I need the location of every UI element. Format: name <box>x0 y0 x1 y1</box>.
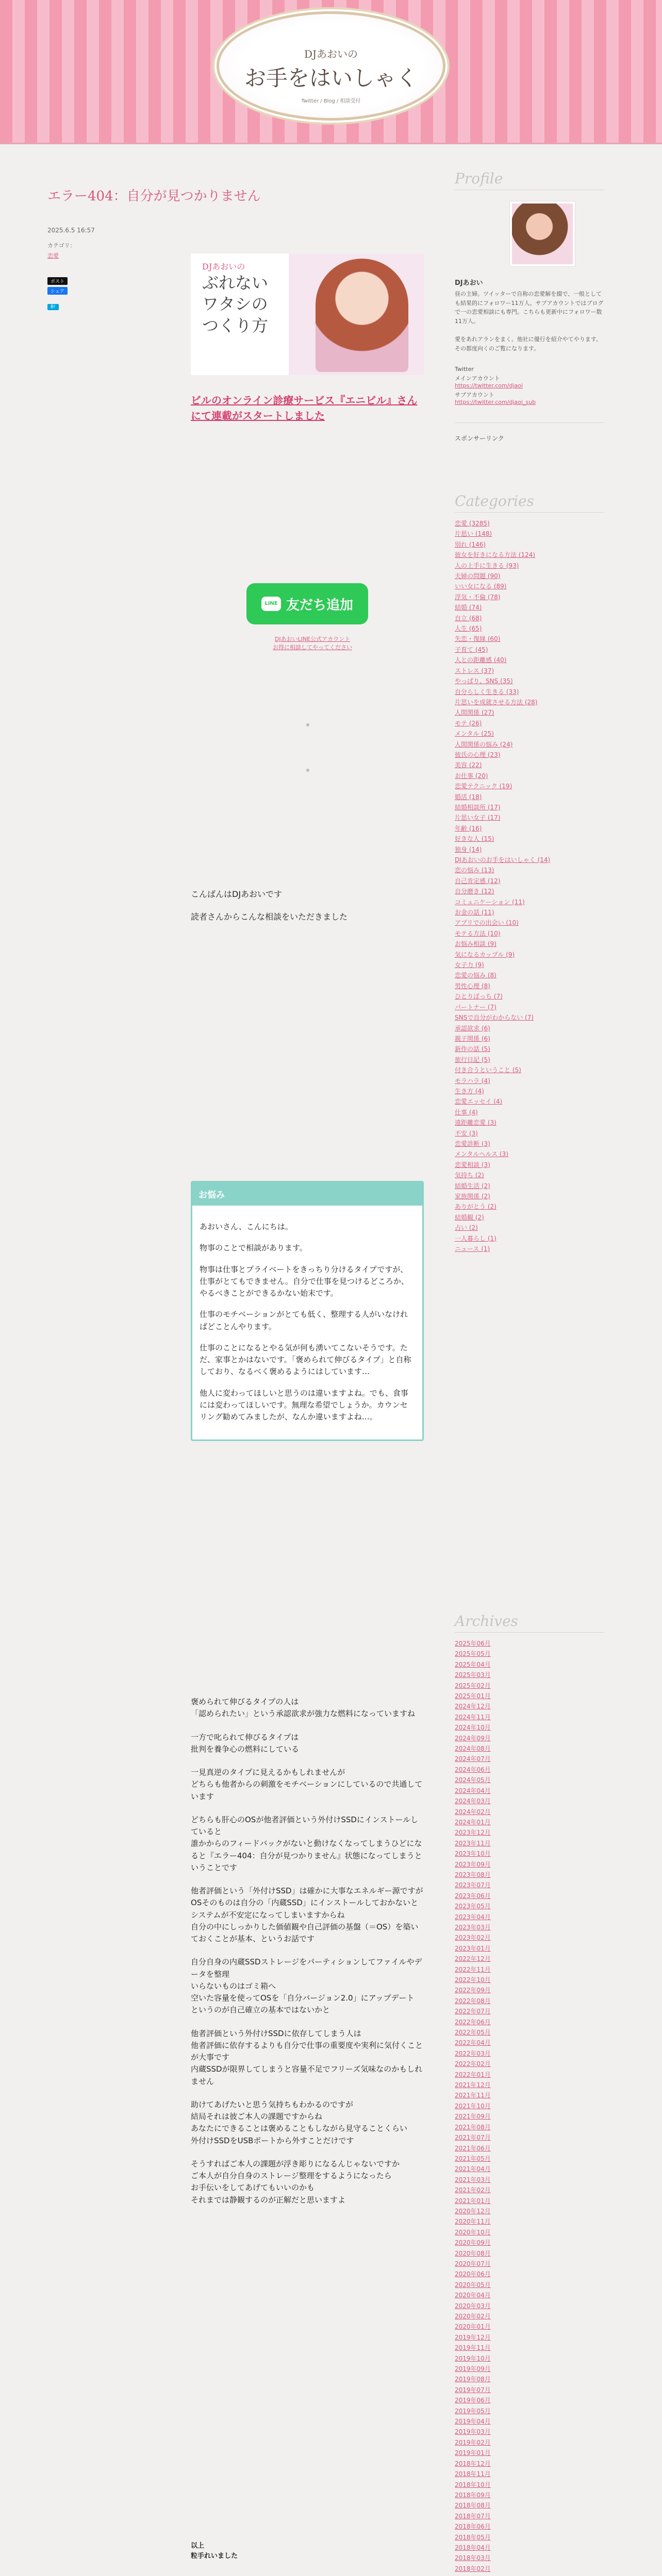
separator-dot <box>306 723 309 726</box>
sidebar-archive-link[interactable]: 2018年08月 <box>455 2502 491 2510</box>
sidebar-category-link[interactable]: 恋愛の悩み (8) <box>455 972 496 979</box>
article-paragraph <box>191 1755 424 1767</box>
sidebar-archive-link[interactable]: 2018年07月 <box>455 2512 491 2520</box>
x-share-button[interactable]: ポスト <box>47 277 68 285</box>
article-paragraph: いらないものはゴミ箱へ <box>191 1981 276 1991</box>
consultation-paragraph: 物事は仕事とプライベートをきっちり分けるタイプですが、仕事がとてもできません。自分で仕事を見つけるどころか、やるべきことができるかない始末です。 <box>200 1264 409 1298</box>
sidebar-category-link[interactable]: ニュース (1) <box>455 1245 490 1253</box>
sidebar-archive-link[interactable]: 2019年12月 <box>455 2333 491 2341</box>
line-note-2[interactable]: お得に相談してやってください <box>273 644 352 651</box>
sidebar-category-link[interactable]: 美容 (22) <box>455 761 482 769</box>
sidebar-category-link[interactable]: 別れ (146) <box>455 540 486 548</box>
article-body <box>191 1696 424 2206</box>
article-paragraph <box>191 1945 424 1956</box>
article-paragraph: どちらも肝心のOSが他者評価という外付けSSDにインストールしていると <box>191 1815 419 1836</box>
book-banner-image[interactable] <box>191 253 424 375</box>
sidebar-archive-link[interactable]: 2021年12月 <box>455 2081 491 2089</box>
sidebar-archive-link[interactable]: 2021年11月 <box>455 2092 491 2099</box>
sidebar-archive-link[interactable]: 2020年10月 <box>455 2228 491 2236</box>
article-paragraph: お手伝いをしてあげてもいいのかも <box>191 2183 315 2193</box>
article-paragraph: 内蔵SSDが限界してしまうと容量不足でフリーズ気味なのかもしれません <box>191 2064 423 2086</box>
sidebar-archive-link[interactable]: 2023年05月 <box>455 1903 491 1910</box>
closing-line: 以上 <box>191 2542 205 2550</box>
sidebar-archive-link[interactable]: 2019年04月 <box>455 2418 491 2426</box>
sidebar-archive-link[interactable]: 2020年04月 <box>455 2292 491 2299</box>
sidebar-category-link[interactable]: 家族関係 (2) <box>455 1193 490 1200</box>
sidebar-category-link[interactable]: 結婚 (74) <box>455 604 482 612</box>
sidebar-archive-link[interactable]: 2020年03月 <box>455 2302 491 2310</box>
article-paragraph: 他者評価に依存するよりも自分で仕事の重要度や実利に気付くことが大事です <box>191 2040 423 2062</box>
sidebar-archive-link[interactable]: 2023年07月 <box>455 1882 491 1889</box>
sidebar-category-link[interactable]: 片思い (148) <box>455 530 492 538</box>
article-paragraph <box>191 2088 424 2099</box>
sidebar-archive-link[interactable]: 2019年11月 <box>455 2344 491 2352</box>
sidebar-archive-link[interactable]: 2020年11月 <box>455 2218 491 2226</box>
sidebar-category-link[interactable]: 人生 (65) <box>455 625 482 633</box>
article-paragraph: 助けてあげたいと思う気持ちもわかるのですが <box>191 2099 354 2109</box>
sidebar-archive-link[interactable]: 2020年02月 <box>455 2313 491 2320</box>
sidebar-category-link[interactable]: モラハラ (4) <box>455 1077 490 1084</box>
banner-line-3: ワタシの <box>202 294 268 314</box>
sidebar-archive-link[interactable] <box>455 2574 604 2576</box>
closing-line <box>191 2562 424 2576</box>
service-link[interactable]: ビルのオンライン診療サービス『エニビル』さんにて連載がスタートしました <box>191 394 418 422</box>
sidebar-archive-link[interactable]: 2024年12月 <box>455 1703 491 1710</box>
sidebar-archive-link[interactable]: 2021年01月 <box>455 2197 491 2205</box>
sidebar-archive-link[interactable]: 2021年06月 <box>455 2144 491 2152</box>
sidebar-category-link[interactable]: 結婚観 (2) <box>455 1213 484 1221</box>
sidebar-category-link[interactable]: 結婚相談所 (17) <box>455 803 501 811</box>
sidebar-category-link[interactable]: メンタル (25) <box>455 730 494 738</box>
category-label: カテゴリ： <box>47 242 76 249</box>
sidebar-archive-link[interactable]: 2022年06月 <box>455 2018 491 2026</box>
sidebar-archive-link[interactable]: 2023年06月 <box>455 1892 491 1900</box>
sidebar-archive-link[interactable]: 2019年02月 <box>455 2438 491 2446</box>
sidebar-category-link[interactable]: 生き方 (4) <box>455 1087 484 1095</box>
line-note-1[interactable]: DJあおいLINE公式アカウント <box>274 636 351 642</box>
category-list <box>455 518 604 1254</box>
sidebar-archive-link[interactable]: 2018年05月 <box>455 2533 491 2541</box>
sidebar-category-link[interactable]: 恋愛相談 (3) <box>455 1161 490 1168</box>
sidebar-archive-link[interactable]: 2024年04月 <box>455 1787 491 1794</box>
profile-text: 昼の主婦。ツイッターで自称の恋愛解を綴で、一般としても結果的にフォロワー11万人。サブアカウントではブログで一の恋愛相談にも専門。こちらも更新中にフォロワー数11万人。 <box>455 291 604 325</box>
sidebar-archive-link[interactable]: 2019年10月 <box>455 2354 491 2362</box>
sidebar-archive-link[interactable]: 2023年12月 <box>455 1829 491 1837</box>
consultation-heading: お悩み <box>192 1182 422 1206</box>
sidebar-archive-link[interactable]: 2022年09月 <box>455 1987 491 1994</box>
sidebar-category-link[interactable]: SNSで自分がわからない (7) <box>455 1014 534 1022</box>
sidebar-archive-link[interactable]: 2022年04月 <box>455 2039 491 2047</box>
sidebar-archive-link[interactable]: 2023年03月 <box>455 1923 491 1931</box>
sidebar-archive-link[interactable]: 2022年01月 <box>455 2071 491 2078</box>
sidebar-archive-link[interactable]: 2023年09月 <box>455 1860 491 1868</box>
sidebar-category-link[interactable]: 承認欲求 (6) <box>455 1024 490 1032</box>
profile-heading: Profile <box>455 170 503 187</box>
article-paragraph: 褒められて伸びるタイプの人は <box>191 1697 299 1706</box>
article-paragraph <box>191 2016 424 2028</box>
archive-list <box>455 1638 604 2576</box>
line-icon: LINE <box>261 597 281 611</box>
article-paragraph: 他者評価という「外付けSSD」は確かに大事なエネルギー源ですが <box>191 1886 423 1895</box>
divider <box>455 512 604 513</box>
banner-line-2: ぶれない <box>202 273 269 293</box>
sidebar-category-link[interactable]: 人の上手に生きる (93) <box>455 562 519 569</box>
banner-line-1: DJあおいの <box>202 262 245 272</box>
sidebar-archive-link[interactable]: 2019年08月 <box>455 2376 491 2383</box>
article-paragraph: 誰かからのフィードバックがないと動けなくなってしまうひどになると『エラー404：自分が見つかりません』状態になってしまうということです <box>191 1839 422 1872</box>
sidebar-category-link[interactable]: コミュニケーション (11) <box>455 898 525 906</box>
sidebar-category-link[interactable]: いい女になる (89) <box>455 583 507 590</box>
sidebar-category-link[interactable]: 結婚生活 (2) <box>455 1182 490 1190</box>
article-paragraph: ご本人が自分自身のストレージ整理をするようになったら <box>191 2171 392 2180</box>
sidebar-category-link[interactable]: 恋愛エッセイ (4) <box>455 1098 503 1106</box>
sidebar-category-link[interactable]: モテ (26) <box>455 719 482 727</box>
share-buttons <box>47 275 68 310</box>
sidebar-category-link[interactable]: 恋愛診断 (3) <box>455 1140 490 1147</box>
sidebar-archive-link[interactable]: 2018年03月 <box>455 2554 491 2562</box>
sidebar-archive-link[interactable]: 2019年07月 <box>455 2386 491 2394</box>
greeting-line-1: こんばんはDJあおいです <box>191 889 283 899</box>
article-paragraph: 空いた容量を使ってOSを「自分バージョン2.0」にアップデート <box>191 1993 415 2003</box>
sidebar-archive-link[interactable]: 2025年05月 <box>455 1650 491 1658</box>
sidebar-category-link[interactable]: DJあおいのお手をはいしゃく (14) <box>455 856 551 863</box>
sidebar-archive-link[interactable]: 2024年06月 <box>455 1766 491 1773</box>
article-paragraph: そうすればご本人の課題が浮き彫りになるんじゃないですか <box>191 2159 400 2168</box>
sidebar-archive-link[interactable]: 2024年05月 <box>455 1776 491 1784</box>
hatena-button[interactable]: B! <box>47 304 59 310</box>
sidebar-category-link[interactable]: 遠距離恋愛 (3) <box>455 1119 496 1127</box>
sidebar-archive-link[interactable]: 2023年01月 <box>455 1944 491 1952</box>
article-paragraph: 批判を養争心の燃料にしている <box>191 1744 300 1754</box>
sidebar-category-link[interactable]: 仕事 (4) <box>455 1108 478 1116</box>
separator-dot <box>306 769 309 772</box>
sidebar-archive-link[interactable]: 2021年02月 <box>455 2187 491 2194</box>
sidebar-archive-link[interactable]: 2018年12月 <box>455 2460 491 2467</box>
sidebar-category-link[interactable]: やっぱり、SNS (35) <box>455 677 513 685</box>
sidebar-category-link[interactable]: 恋愛テクニック (19) <box>455 783 512 790</box>
sidebar-archive-link[interactable]: 2022年02月 <box>455 2060 491 2068</box>
sidebar-archive-link[interactable]: 2022年12月 <box>455 1955 491 1963</box>
article-closing <box>191 2541 424 2576</box>
sidebar-archive-link[interactable]: 2024年02月 <box>455 1808 491 1816</box>
greeting-line-2: 読者さんからこんな相談をいただきました <box>191 912 348 922</box>
sidebar-category-link[interactable]: 子育て (45) <box>455 646 488 653</box>
consultation-box <box>191 1181 424 1441</box>
article-paragraph: 一方で叱られて伸びるタイプは <box>191 1732 299 1742</box>
sidebar-category-link[interactable]: お仕事 (20) <box>455 772 488 779</box>
sidebar-category-link[interactable]: 人との距離感 (40) <box>455 656 507 664</box>
sidebar-category-link[interactable]: 人間関係 (27) <box>455 709 494 717</box>
sidebar-category-link[interactable]: 気になるカップル (9) <box>455 951 515 958</box>
line-add-friend-button[interactable] <box>246 583 368 624</box>
sidebar-category-link[interactable]: 付き合うということ (5) <box>455 1066 521 1074</box>
article-paragraph: あなたにできることは褒めることもしながら見守ることくらい <box>191 2124 408 2133</box>
facebook-share-button[interactable]: シェア <box>47 287 68 295</box>
sidebar-category-link[interactable]: 恋の悩み (13) <box>455 867 494 874</box>
article-content <box>191 253 428 2561</box>
sidebar-archive-link[interactable]: 2023年04月 <box>455 1913 491 1921</box>
sidebar-archive-link[interactable]: 2019年05月 <box>455 2407 491 2415</box>
sidebar-archive-link[interactable]: 2020年01月 <box>455 2323 491 2331</box>
article-paragraph: 外付けSSDをUSBポートから外すことだけです <box>191 2136 354 2145</box>
article-paragraph: というのが自己確立の基本ではないかと <box>191 2005 330 2015</box>
article-paragraph: OSそのものは自分の「内蔵SSD」にインストールしておかないとシステムが不安定になってしまいますからね <box>191 1898 419 1920</box>
article-paragraph <box>191 1874 424 1885</box>
sidebar-category-link[interactable]: アプリでの出会い (10) <box>455 919 519 927</box>
sidebar-category-link[interactable]: 自分磨き (12) <box>455 888 494 895</box>
article-paragraph: 自分自身の内蔵SSDストレージをパーティションしてファイルやデータを整理 <box>191 1957 422 1979</box>
sidebar-category-link[interactable]: 彼氏の心理 (23) <box>455 751 501 758</box>
sidebar-archive-link[interactable]: 2020年06月 <box>455 2270 491 2278</box>
article-paragraph: 「認められたい」という承認欲求が強力な燃料になっていますね <box>191 1709 416 1719</box>
sidebar-archive-link[interactable]: 2018年09月 <box>455 2491 491 2499</box>
sidebar-archive-link[interactable]: 2021年05月 <box>455 2155 491 2162</box>
sidebar-category-link[interactable]: 片思い女子 (17) <box>455 814 501 822</box>
twitter-sub-label: サブアカウント <box>455 392 494 398</box>
sidebar-archive-link[interactable]: 2021年09月 <box>455 2113 491 2121</box>
sidebar-archive-link[interactable]: 2023年11月 <box>455 1839 491 1847</box>
blog-subtitle: DJあおいの <box>304 48 358 60</box>
banner-line-4: つくり方 <box>202 315 269 335</box>
sidebar-category-link[interactable]: 新作の話 (5) <box>455 1045 490 1053</box>
sidebar-archive-link[interactable]: 2020年08月 <box>455 2249 491 2257</box>
sidebar-category-link[interactable]: 自分らしく生きる (33) <box>455 688 519 696</box>
sidebar-archive-link[interactable]: 2023年10月 <box>455 1850 491 1858</box>
consultation-paragraph: 他人に変わってほしいと思うのは違いますよね。でも、食事には変わってほしいです。無理な希望でしょうか。カウンセリング勧めてみましたが、なんか違いますよね…。 <box>200 1388 408 1421</box>
consultation-paragraph: 仕事のことになるとやる気が何も湧いてこないそうです。ただ、家事とかはないです。「褒められて伸びるタイプ」と自称しており、なるべく褒めるようにはしています… <box>200 1343 411 1377</box>
article-paragraph: 結局それは彼ご本人の課題ですからね <box>191 2112 323 2121</box>
consultation-paragraph: 物事のことで相談があります。 <box>200 1243 307 1253</box>
sidebar-category-link[interactable]: 一人暮らし (1) <box>455 1234 496 1242</box>
sidebar-archive-link[interactable]: 2025年03月 <box>455 1671 491 1679</box>
sidebar-archive-link[interactable]: 2025年04月 <box>455 1660 491 1668</box>
sidebar-archive-link[interactable]: 2022年08月 <box>455 1997 491 2005</box>
sidebar-archive-link[interactable]: 2025年01月 <box>455 1692 491 1700</box>
sidebar-archive-link[interactable]: 2022年07月 <box>455 2008 491 2015</box>
sidebar-archive-link[interactable]: 2022年11月 <box>455 1965 491 1973</box>
sidebar-category-link[interactable]: ありがとう (2) <box>455 1203 496 1211</box>
article-paragraph <box>191 2147 424 2158</box>
article-paragraph: 一見真逆のタイプに見えるかもしれませんが <box>191 1768 345 1777</box>
blog-logo-plate[interactable] <box>217 11 445 121</box>
sidebar-category-link[interactable]: ひとりぼっち (7) <box>455 993 503 1001</box>
sidebar-archive-link[interactable]: 2024年09月 <box>455 1734 491 1742</box>
sidebar-archive-link[interactable]: 2021年03月 <box>455 2176 491 2183</box>
sidebar-archive-link[interactable]: 2019年09月 <box>455 2365 491 2373</box>
sidebar-archive-link[interactable]: 2022年03月 <box>455 2049 491 2057</box>
closing-line: 粒手れいました <box>191 2552 238 2561</box>
consultation-paragraph: 仕事のモチベーションがとても低く、整理する人がいなければどことんやります。 <box>200 1310 408 1331</box>
profile-text-2: 愛をあれアランをまく。他社に優行を紹介やてやります。その都度向くのご覧になります。 <box>455 336 602 352</box>
categories-heading: Categories <box>455 493 534 510</box>
sidebar-archive-link[interactable]: 2025年06月 <box>455 1640 491 1647</box>
sidebar-archive-link[interactable]: 2020年09月 <box>455 2239 491 2247</box>
sidebar-category-link[interactable]: 男性心理 (8) <box>455 982 490 990</box>
divider <box>455 422 604 423</box>
sidebar-category-link[interactable]: 夫婦の問題 (90) <box>455 572 501 580</box>
sidebar-category-link[interactable]: 親子関係 (6) <box>455 1035 490 1042</box>
woman-illustration <box>316 259 408 372</box>
twitter-label: Twitter <box>455 366 474 372</box>
profile-name: DJあおい <box>455 279 483 287</box>
sidebar-category-link[interactable]: 人間関係の悩み (24) <box>455 740 513 748</box>
sidebar-archive-link[interactable]: 2021年08月 <box>455 2123 491 2131</box>
sidebar-archive-link[interactable]: 2024年11月 <box>455 1713 491 1721</box>
sidebar-category-link[interactable]: 失恋・復縁 (60) <box>455 635 501 643</box>
sidebar-category-link[interactable]: 旅行日記 (5) <box>455 1056 490 1063</box>
blog-header <box>0 0 662 144</box>
sidebar-archive-link[interactable]: 2018年06月 <box>455 2523 491 2531</box>
article-paragraph: それまでは静観するのが正解だと思いますよ <box>191 2195 346 2205</box>
sidebar-archive-link[interactable]: 2024年01月 <box>455 1818 491 1826</box>
sidebar-archive-link[interactable]: 2024年03月 <box>455 1798 491 1805</box>
sidebar-category-link[interactable]: 彼女を好きになる方法 (124) <box>455 551 536 559</box>
sponsor-label: スポンサーリンク <box>455 435 504 442</box>
sidebar-archive-link[interactable]: 2021年04月 <box>455 2165 491 2173</box>
sidebar-archive-link[interactable]: 2020年05月 <box>455 2281 491 2289</box>
sidebar-archive-link[interactable]: 2019年03月 <box>455 2428 491 2436</box>
sidebar-archive-link[interactable]: 2023年08月 <box>455 1871 491 1878</box>
article-paragraph: 自分の中にしっかりした価値観や自己評価の基盤（＝OS）を築いておくことが基本、というお話です <box>191 1922 419 1943</box>
sidebar-category-link[interactable]: 独身 (14) <box>455 845 482 853</box>
sidebar-category-link[interactable]: 片思いを成就させる方法 (28) <box>455 698 538 706</box>
sidebar-category-link[interactable]: 婚活 (18) <box>455 793 482 801</box>
sidebar-category-link[interactable]: 恋愛 (3285) <box>455 520 490 527</box>
sidebar-category-link[interactable]: モテる方法 (10) <box>455 929 501 937</box>
profile-avatar[interactable] <box>509 201 575 267</box>
sidebar-archive-link[interactable]: 2022年10月 <box>455 1976 491 1984</box>
line-button-label: 友だち追加 <box>286 597 353 613</box>
sidebar-category-link[interactable]: パートナー (7) <box>455 1003 496 1011</box>
sidebar-category-link[interactable]: 不安 (3) <box>455 1129 478 1137</box>
sidebar-archive-link[interactable]: 2022年05月 <box>455 2029 491 2037</box>
article-paragraph: 他者評価という外付けSSDに依存してしまう人は <box>191 2028 361 2038</box>
consultation-paragraph: あおいさん、こんにちは。 <box>200 1222 293 1231</box>
divider <box>455 1632 604 1633</box>
blog-title: お手をはいしゃく <box>244 65 418 91</box>
sidebar-category-link[interactable]: メンタルヘルス (3) <box>455 1150 508 1158</box>
article-paragraph <box>191 1720 424 1732</box>
sidebar-category-link[interactable]: 占い (2) <box>455 1224 478 1232</box>
sidebar-archive-link[interactable]: 2021年07月 <box>455 2134 491 2142</box>
sidebar-archive-link[interactable]: 2018年02月 <box>455 2565 491 2572</box>
sidebar-category-link[interactable]: 浮気・不倫 (78) <box>455 593 501 601</box>
sidebar-archive-link[interactable]: 2024年07月 <box>455 1755 491 1763</box>
article-title: エラー404：自分が見つかりません <box>47 189 261 204</box>
article-paragraph: どちらも他者からの刺激をモチベーションにしているので共通しています <box>191 1780 423 1801</box>
article-paragraph <box>191 1803 424 1814</box>
sidebar-archive-link[interactable]: 2019年01月 <box>455 2449 491 2457</box>
sidebar-category-link[interactable]: ストレス (37) <box>455 667 494 674</box>
sidebar-archive-link[interactable]: 2024年08月 <box>455 1745 491 1753</box>
sidebar-category-link[interactable]: 自己肯定感 (12) <box>455 877 501 885</box>
sidebar-category-link[interactable]: 自立 (68) <box>455 614 482 622</box>
sidebar-archive-link[interactable]: 2020年12月 <box>455 2207 491 2215</box>
sidebar-archive-link[interactable]: 2024年10月 <box>455 1724 491 1732</box>
sidebar-archive-link[interactable]: 2020年07月 <box>455 2260 491 2267</box>
sidebar-category-link[interactable]: 好きな人 (15) <box>455 835 494 843</box>
archives-heading: Archives <box>455 1613 519 1630</box>
sidebar-archive-link[interactable]: 2018年11月 <box>455 2470 491 2478</box>
sidebar-archive-link[interactable]: 2025年02月 <box>455 1682 491 1689</box>
twitter-sub-link[interactable]: https://twitter.com/djaoi_sub <box>455 399 536 405</box>
sidebar-archive-link[interactable]: 2019年06月 <box>455 2397 491 2404</box>
sidebar-archive-link[interactable]: 2023年02月 <box>455 1934 491 1942</box>
sidebar-archive-link[interactable]: 2018年04月 <box>455 2544 491 2551</box>
category-link[interactable]: 恋愛 <box>47 252 59 259</box>
sidebar-archive-link[interactable]: 2018年10月 <box>455 2481 491 2488</box>
sidebar-category-link[interactable]: 気持ち (2) <box>455 1172 484 1179</box>
sidebar-category-link[interactable]: お金の話 (11) <box>455 909 494 917</box>
sidebar-category-link[interactable]: 年齢 (16) <box>455 824 482 832</box>
sidebar-archive-link[interactable]: 2021年10月 <box>455 2102 491 2110</box>
blog-tagline: Twitter / Blog / 相談受付 <box>301 98 361 104</box>
twitter-main-label: メインアカウント <box>455 375 500 382</box>
sidebar-category-link[interactable]: お悩み相談 (9) <box>455 940 496 948</box>
article-date: 2025.6.5 16:57 <box>47 227 95 234</box>
sidebar-category-link[interactable]: 女子力 (9) <box>455 961 484 969</box>
twitter-main-link[interactable]: https://twitter.com/djaoi <box>455 382 523 389</box>
consultation-body <box>192 1206 422 1439</box>
